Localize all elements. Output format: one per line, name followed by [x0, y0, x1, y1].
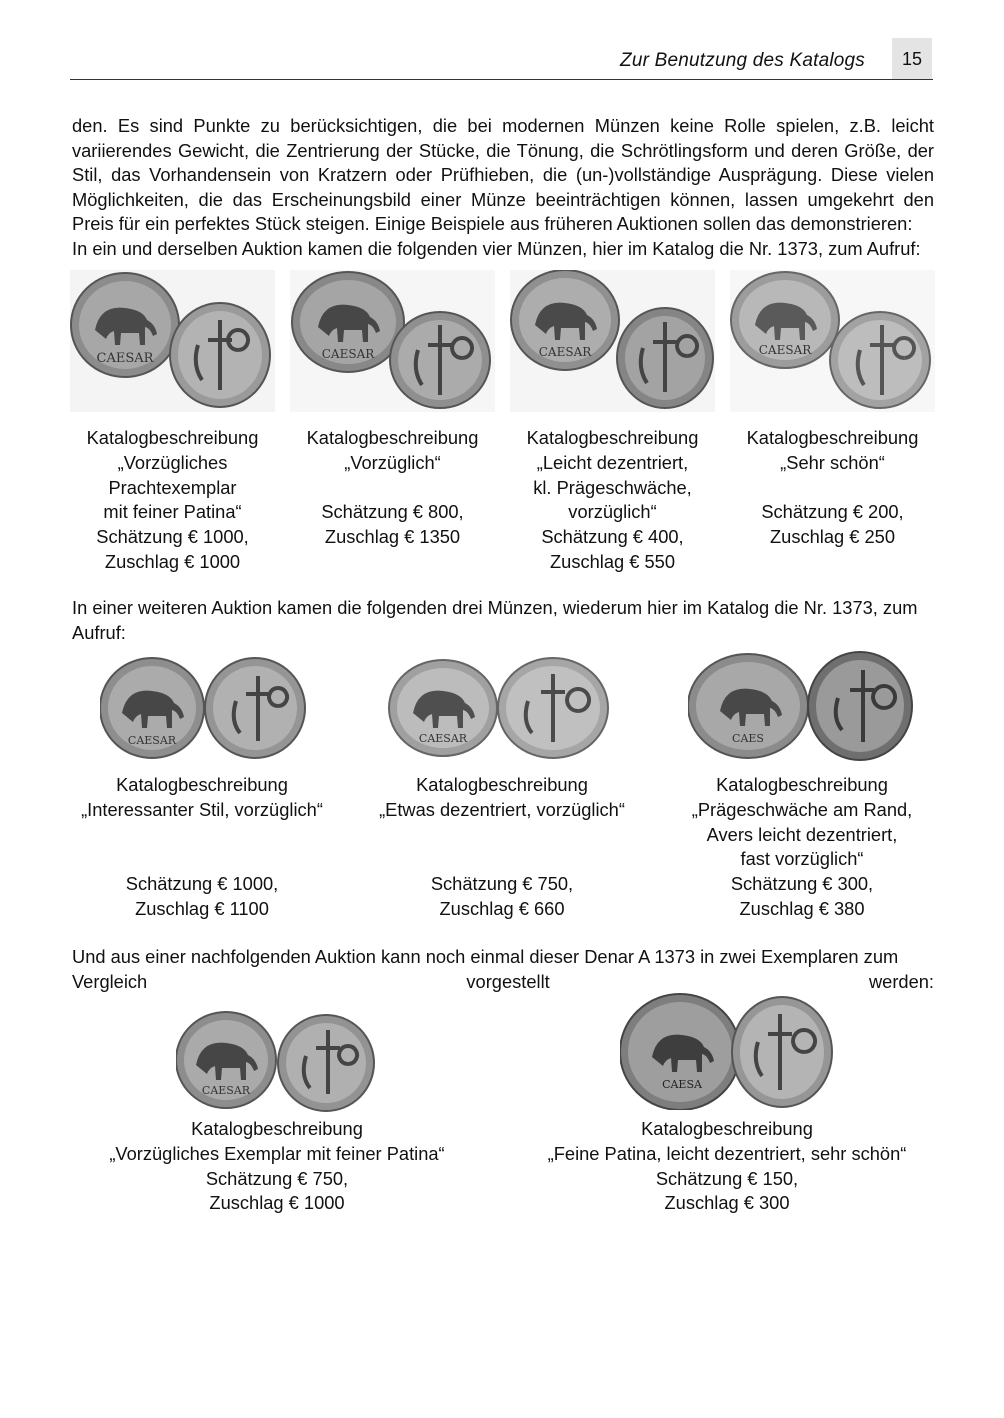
caption-estimate: Schätzung € 400,	[541, 526, 684, 548]
caption-heading: Katalogbeschreibung	[416, 774, 588, 795]
caption-description: vorzüglich“	[568, 501, 657, 523]
caption-description: „Vorzüglich“	[344, 451, 441, 473]
coin-pair-photo	[388, 656, 613, 761]
caption-hammer-price: Zuschlag € 250	[769, 526, 895, 548]
caption-hammer-price: Zuschlag € 1000	[209, 1192, 345, 1214]
caption-hammer-price: Zuschlag € 660	[439, 897, 565, 919]
coin-pair-photo	[730, 270, 935, 412]
caption-heading: Katalogbeschreibung	[716, 774, 888, 795]
caption-spacer	[362, 823, 642, 848]
caption-estimate: Schätzung € 750,	[205, 1167, 349, 1189]
coin-image-1	[70, 270, 275, 417]
caption-heading: Katalogbeschreibung	[191, 1118, 363, 1139]
coin-caption-4	[730, 426, 935, 550]
coin-pair-photo	[620, 990, 835, 1110]
coin-caption-2	[290, 426, 495, 550]
caption-description: „Prägeschwäche am Rand,	[691, 798, 913, 820]
caption-description: Prachtexemplar	[108, 476, 237, 498]
caption-hammer-price: Zuschlag € 300	[664, 1192, 790, 1214]
caption-description: fast vorzüglich“	[740, 848, 864, 870]
coin-caption-9	[512, 1117, 942, 1216]
coin-image-3	[510, 270, 715, 417]
coin-image-2	[290, 270, 495, 417]
caption-description: „Feine Patina, leicht dezentriert, sehr schön“	[547, 1142, 907, 1164]
running-header-title: Zur Benutzung des Katalogs	[620, 50, 865, 71]
coin-caption-3	[510, 426, 715, 575]
caption-hammer-price: Zuschlag € 1000	[104, 550, 241, 572]
coin-caption-1	[70, 426, 275, 575]
coin-caption-7	[662, 773, 942, 922]
caption-description: Avers leicht dezentriert,	[706, 823, 898, 845]
caption-description: „Interessanter Stil, vorzüglich“	[81, 798, 323, 820]
coin-image-4	[730, 270, 935, 417]
caption-heading: Katalogbeschreibung	[116, 774, 288, 795]
caption-hammer-price: Zuschlag € 550	[549, 550, 675, 572]
caption-heading: Katalogbeschreibung	[746, 427, 919, 448]
coin-pair-photo	[70, 270, 275, 412]
section3-paragraph: Und aus einer nachfolgenden Auktion kann noch einmal dieser Denar A 1373 in zwei Exemplaren zum Vergleich vorgestellt werden:	[72, 946, 934, 992]
caption-spacer	[362, 847, 642, 872]
caption-description: „Sehr schön“	[780, 451, 885, 473]
caption-estimate: Schätzung € 800,	[321, 501, 464, 523]
caption-description: „Leicht dezentriert,	[536, 451, 689, 473]
caption-estimate: Schätzung € 200,	[761, 501, 904, 523]
caption-estimate: Schätzung € 1000,	[125, 873, 279, 895]
coin-legend: CAESAR	[538, 345, 592, 359]
coin-pair-photo	[688, 650, 913, 762]
intro-paragraph: den. Es sind Punkte zu berücksichtigen, die bei modernen Münzen keine Rolle spielen, z.B. leicht variierendes Gewicht, die Zentrierung der Stücke, die Tönung, die Schrötlingsform und deren Größe, der Stil, das Vorhandensein von Kratzern oder Prüfhieben, die (un-)vollständige Ausprägung. Diese vielen Möglichkeiten, die das Erscheinungsbild einer Münze beeinträchtigen können, lassen umgekehrt den Preis für ein perfektes Stück steigen. Einige Beispiele aus früheren Auktionen sollen das demonstrieren:	[72, 115, 934, 235]
coin-legend: CAESAR	[418, 732, 468, 745]
caption-description: „Vorzügliches	[117, 451, 228, 473]
coin-caption-5	[62, 773, 342, 922]
coin-legend: CAES	[732, 732, 764, 745]
caption-heading: Katalogbeschreibung	[641, 1118, 813, 1139]
coin-image-5	[100, 656, 310, 766]
header-rule	[70, 79, 933, 80]
coin-caption-6	[362, 773, 642, 922]
caption-estimate: Schätzung € 1000,	[96, 526, 249, 548]
caption-heading: Katalogbeschreibung	[306, 427, 479, 448]
coin-legend: CAESAR	[127, 734, 177, 747]
caption-hammer-price: Zuschlag € 1350	[324, 526, 461, 548]
caption-spacer	[730, 476, 935, 501]
coin-image-7	[688, 650, 913, 767]
coin-caption-8	[62, 1117, 492, 1216]
caption-estimate: Schätzung € 300,	[730, 873, 874, 895]
coin-pair-photo	[176, 1008, 376, 1113]
caption-heading: Katalogbeschreibung	[526, 427, 699, 448]
coin-image-8	[176, 1008, 376, 1118]
coin-image-6	[388, 656, 613, 766]
page-number: 15	[892, 38, 932, 80]
caption-description: „Etwas dezentriert, vorzüglich“	[379, 798, 625, 820]
caption-hammer-price: Zuschlag € 380	[739, 897, 865, 919]
caption-description: „Vorzügliches Exemplar mit feiner Patina“	[109, 1142, 445, 1164]
caption-spacer	[62, 823, 342, 848]
section2-paragraph: In einer weiteren Auktion kamen die folgenden drei Münzen, wiederum hier im Katalog die Nr. 1373, zum Aufruf:	[72, 597, 918, 643]
coin-pair-photo	[100, 656, 310, 761]
intro-paragraph-second-line: In ein und derselben Auktion kamen die folgenden vier Münzen, hier im Katalog die Nr. 1373, zum Aufruf:	[72, 238, 921, 259]
caption-heading: Katalogbeschreibung	[86, 427, 259, 448]
caption-estimate: Schätzung € 150,	[655, 1167, 799, 1189]
caption-description: kl. Prägeschwäche,	[533, 476, 692, 498]
coin-pair-photo	[290, 270, 495, 412]
caption-spacer	[62, 847, 342, 872]
caption-description: mit feiner Patina“	[103, 501, 242, 523]
caption-hammer-price: Zuschlag € 1100	[135, 897, 269, 919]
caption-spacer	[290, 476, 495, 501]
caption-estimate: Schätzung € 750,	[430, 873, 574, 895]
coin-legend: CAESAR	[321, 347, 375, 361]
coin-legend: CAESAR	[201, 1084, 251, 1097]
coin-legend: CAESAR	[96, 351, 154, 366]
coin-legend: CAESA	[662, 1078, 702, 1091]
coin-legend: CAESAR	[758, 343, 812, 357]
coin-image-9	[620, 990, 835, 1115]
coin-pair-photo	[510, 270, 715, 412]
